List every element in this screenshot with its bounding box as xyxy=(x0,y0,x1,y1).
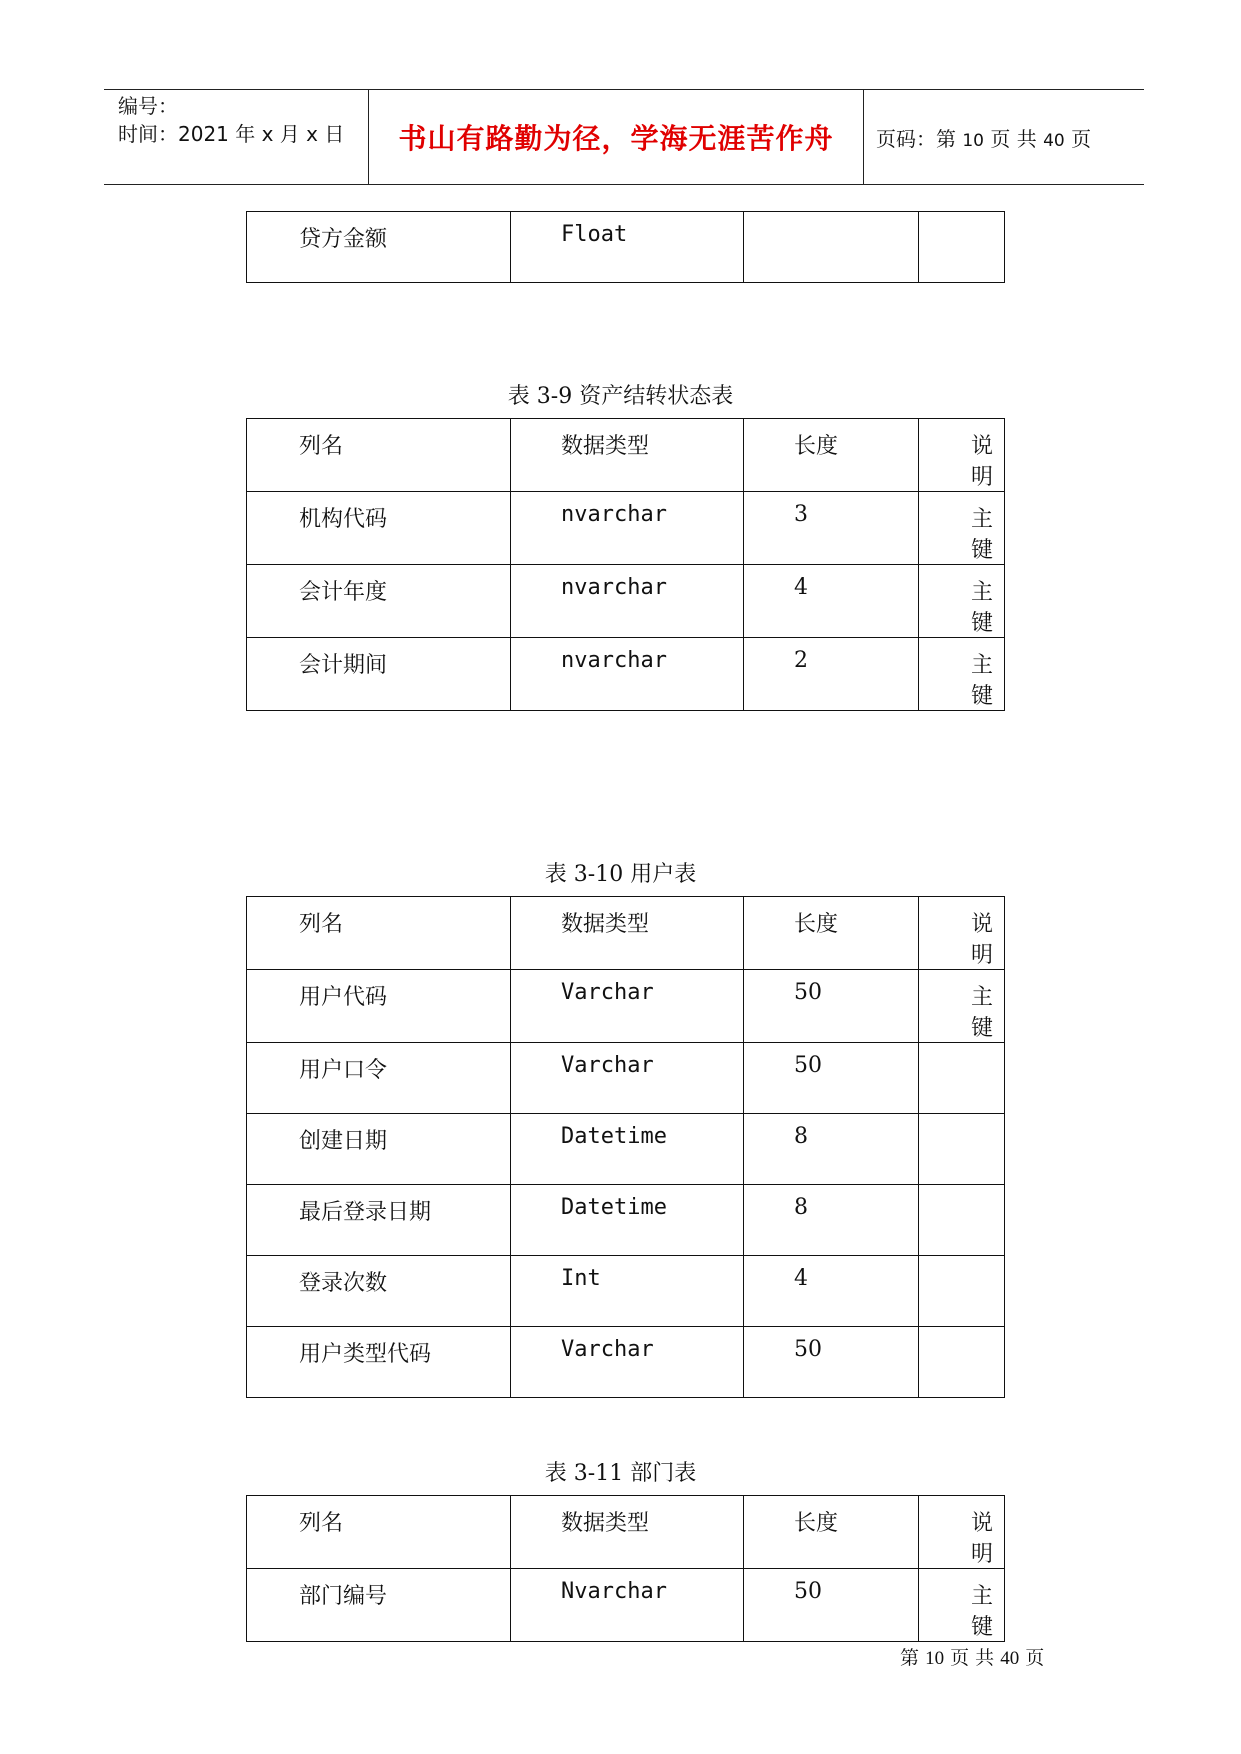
table-3-10 xyxy=(246,896,1005,1398)
header-description: 说明 xyxy=(919,419,1005,492)
page-code-suffix: 页 xyxy=(1071,126,1092,151)
table-row xyxy=(247,1185,1005,1256)
cell-description: 主键 xyxy=(919,638,1005,711)
cell-length: 50 xyxy=(744,1569,919,1642)
header-length: 长度 xyxy=(744,897,919,970)
cell-description: 主键 xyxy=(919,970,1005,1043)
footer-prefix: 第 xyxy=(900,1647,920,1669)
cell-column-name: 用户口令 xyxy=(247,1043,511,1114)
header-data-type: 数据类型 xyxy=(511,1496,744,1569)
page-code xyxy=(876,123,1091,152)
table-row xyxy=(247,970,1005,1043)
footer-suffix: 页 xyxy=(1025,1647,1045,1669)
header-column-name: 列名 xyxy=(247,897,511,970)
header-page-cell xyxy=(864,90,1156,184)
cell-data-type: nvarchar xyxy=(511,492,744,565)
table-row xyxy=(247,565,1005,638)
header-description: 说明 xyxy=(919,1496,1005,1569)
header-length: 长度 xyxy=(744,1496,919,1569)
header-left-cell xyxy=(104,90,369,184)
footer-mid: 页 共 xyxy=(950,1647,995,1669)
cell-data-type: nvarchar xyxy=(511,565,744,638)
cell-column-name: 登录次数 xyxy=(247,1256,511,1327)
cell-description xyxy=(919,1114,1005,1185)
cell-length: 50 xyxy=(744,970,919,1043)
cell-length: 4 xyxy=(744,1256,919,1327)
page-header xyxy=(104,89,1144,185)
table-caption: 表 3-10 用户表 xyxy=(544,862,697,887)
page-footer xyxy=(900,1643,1044,1670)
cell-length: 2 xyxy=(744,638,919,711)
table-caption: 表 3-9 资产结转状态表 xyxy=(507,384,734,409)
cell-column-name: 部门编号 xyxy=(247,1569,511,1642)
header-column-name: 列名 xyxy=(247,1496,511,1569)
cell-length xyxy=(744,212,919,283)
header-length: 长度 xyxy=(744,419,919,492)
cell-length: 8 xyxy=(744,1185,919,1256)
motto: 书山有路勤为径，学海无涯苦作舟 xyxy=(398,122,834,155)
cell-column-name: 机构代码 xyxy=(247,492,511,565)
cell-length: 4 xyxy=(744,565,919,638)
header-motto-cell xyxy=(369,90,864,184)
cell-length: 3 xyxy=(744,492,919,565)
table-header-row xyxy=(247,1496,1005,1569)
cell-description: 主键 xyxy=(919,1569,1005,1642)
table-3-9 xyxy=(246,418,1005,711)
table-continued xyxy=(246,211,1005,283)
header-description: 说明 xyxy=(919,897,1005,970)
cell-data-type: Int xyxy=(511,1256,744,1327)
cell-data-type: Varchar xyxy=(511,1043,744,1114)
date-line: 时间：2021 年 x 月 x 日 xyxy=(118,122,345,146)
cell-column-name: 贷方金额 xyxy=(247,212,511,283)
cell-data-type: Float xyxy=(511,212,744,283)
cell-description xyxy=(919,212,1005,283)
table-row xyxy=(247,1114,1005,1185)
footer-current: 10 xyxy=(925,1648,945,1669)
header-column-name: 列名 xyxy=(247,419,511,492)
table-row xyxy=(247,1043,1005,1114)
table-row xyxy=(247,1569,1005,1642)
cell-data-type: Nvarchar xyxy=(511,1569,744,1642)
cell-description xyxy=(919,1327,1005,1398)
cell-column-name: 用户类型代码 xyxy=(247,1327,511,1398)
table-row xyxy=(247,212,1005,283)
cell-description xyxy=(919,1256,1005,1327)
header-data-type: 数据类型 xyxy=(511,419,744,492)
table-row xyxy=(247,492,1005,565)
cell-data-type: Datetime xyxy=(511,1114,744,1185)
cell-description xyxy=(919,1185,1005,1256)
cell-column-name: 最后登录日期 xyxy=(247,1185,511,1256)
table-row xyxy=(247,638,1005,711)
page-code-prefix: 页码：第 xyxy=(876,126,956,151)
page-code-total: 40 xyxy=(1043,130,1065,151)
table-header-row xyxy=(247,419,1005,492)
table-row xyxy=(247,1256,1005,1327)
cell-length: 8 xyxy=(744,1114,919,1185)
cell-length: 50 xyxy=(744,1327,919,1398)
cell-column-name: 创建日期 xyxy=(247,1114,511,1185)
cell-description: 主键 xyxy=(919,492,1005,565)
cell-length: 50 xyxy=(744,1043,919,1114)
number-label: 编号： xyxy=(118,94,178,118)
table-row xyxy=(247,1327,1005,1398)
cell-description xyxy=(919,1043,1005,1114)
cell-data-type: Varchar xyxy=(511,970,744,1043)
header-data-type: 数据类型 xyxy=(511,897,744,970)
footer-total: 40 xyxy=(1000,1648,1020,1669)
cell-data-type: Datetime xyxy=(511,1185,744,1256)
cell-column-name: 会计期间 xyxy=(247,638,511,711)
cell-column-name: 用户代码 xyxy=(247,970,511,1043)
page-code-mid: 页 共 xyxy=(990,126,1037,151)
cell-description: 主键 xyxy=(919,565,1005,638)
page-code-current: 10 xyxy=(962,130,984,151)
table-caption: 表 3-11 部门表 xyxy=(544,1461,697,1486)
cell-column-name: 会计年度 xyxy=(247,565,511,638)
cell-data-type: nvarchar xyxy=(511,638,744,711)
cell-data-type: Varchar xyxy=(511,1327,744,1398)
table-header-row xyxy=(247,897,1005,970)
table-3-11 xyxy=(246,1495,1005,1642)
